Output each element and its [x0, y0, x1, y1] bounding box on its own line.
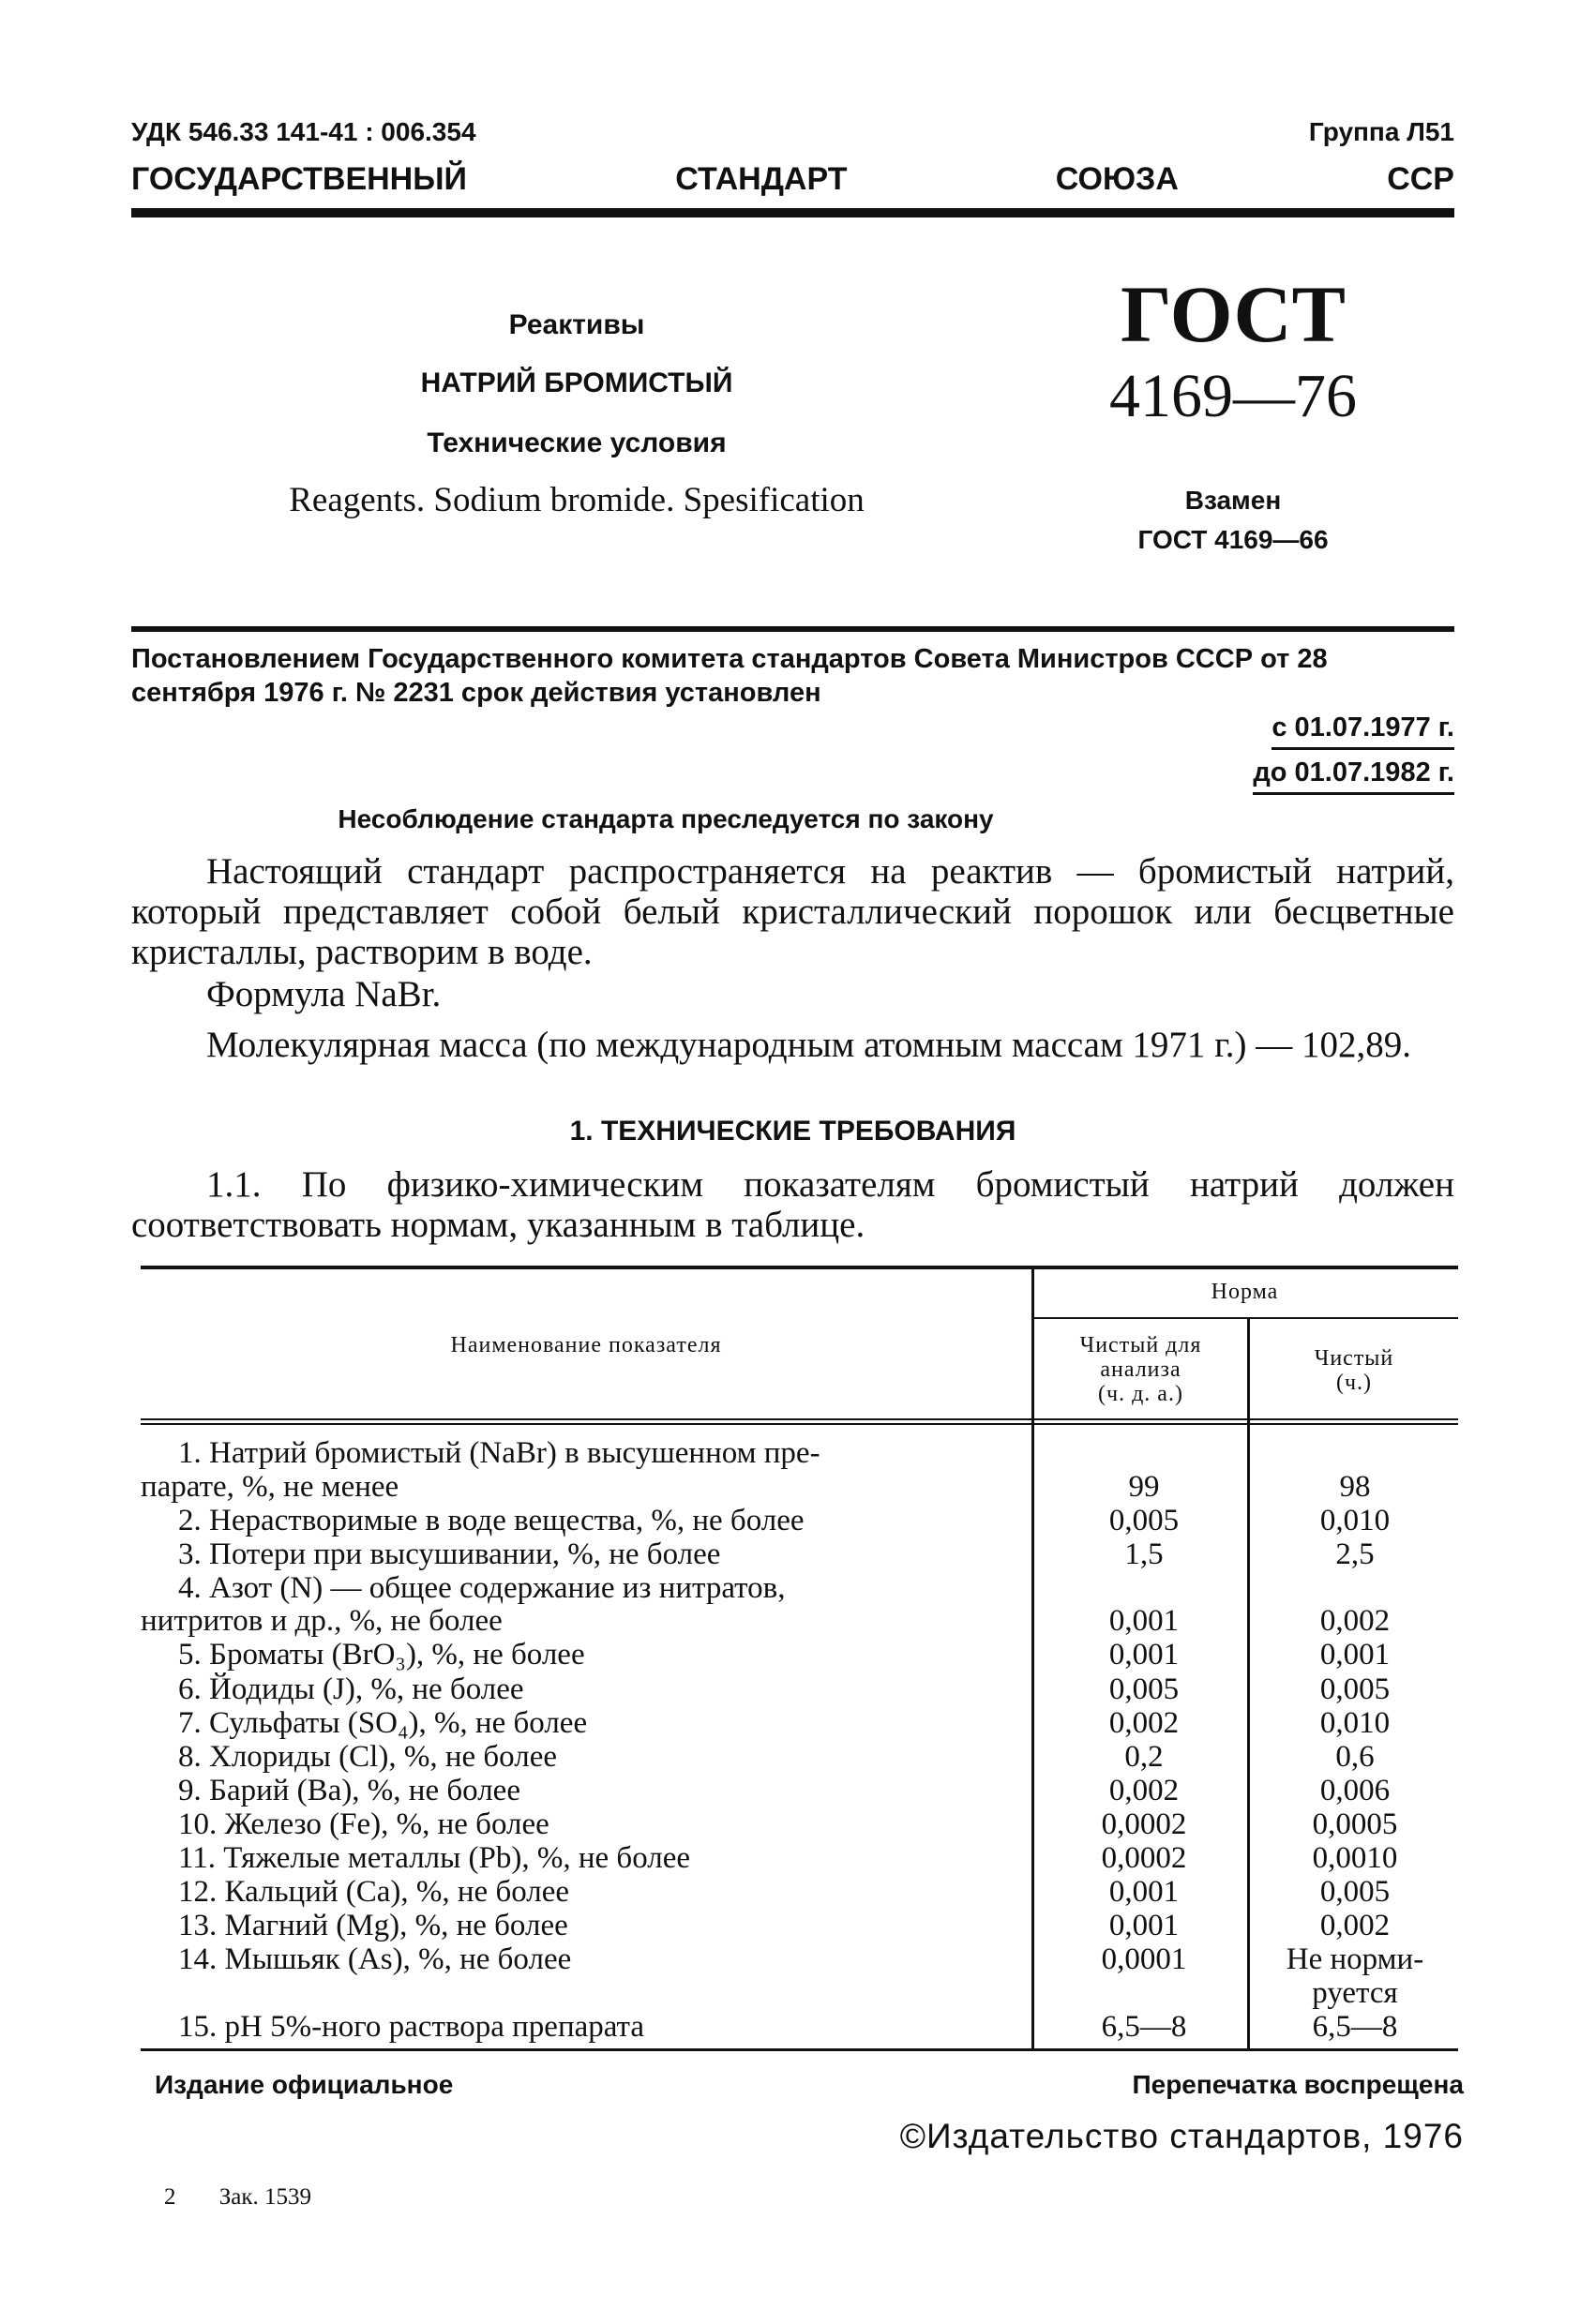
- indicator-name: 2. Нерастворимые в воде вещества, %, не более: [178, 1503, 805, 1537]
- value-pure: 0,005: [1319, 1875, 1391, 1910]
- indicator-name: 6. Йодиды (J), %, не более: [178, 1672, 524, 1706]
- table-row-values: [141, 1706, 1458, 1740]
- noncompliance-notice: Несоблюдение стандарта преследуется по закону: [338, 804, 994, 833]
- table-row-values: [141, 1504, 1458, 1537]
- page-number: 2: [164, 2184, 176, 2210]
- value-pure: 0,0005: [1312, 1807, 1398, 1841]
- value-pure: 0,001: [1319, 1638, 1391, 1672]
- indicator-name: 5. Броматы (BrO₃), %, не более: [178, 1638, 585, 1672]
- value-pure: 0,002: [1319, 1909, 1391, 1943]
- table-row-values: [141, 1672, 1458, 1706]
- category: Реактивы: [508, 309, 645, 340]
- value-pure: 0,0010: [1312, 1841, 1398, 1875]
- indicator-name: парате, %, не менее: [141, 1469, 399, 1504]
- state-word: СОЮЗА: [1055, 161, 1179, 197]
- value-pure: 6,5—8: [1312, 2009, 1398, 2044]
- decree-rule: [131, 626, 1454, 632]
- value-pure-analysis: 0,0001: [1101, 1942, 1187, 1977]
- value-pure-analysis: 99: [1128, 1469, 1160, 1504]
- value-pure-analysis: 0,001: [1108, 1909, 1180, 1943]
- gost-label: ГОСТ: [1121, 269, 1346, 359]
- pure-header: Чистый (ч.): [1314, 1346, 1394, 1395]
- value-pure-analysis: 0,001: [1108, 1638, 1180, 1672]
- table-row-values: [141, 1470, 1458, 1504]
- decree-text: Постановлением Государственного комитета стандартов Совета Министров СССР от 28 сентября 1976 г. № 2231 срок действия установлен: [131, 644, 1328, 708]
- value-pure: руется: [1312, 1975, 1398, 2010]
- product-name: НАТРИЙ БРОМИСТЫЙ: [420, 367, 733, 398]
- header-rule-b: [141, 1423, 1458, 1425]
- norm-header: Норма: [1211, 1280, 1279, 1304]
- value-pure: 0,005: [1319, 1672, 1391, 1706]
- table-row-values: [141, 1604, 1458, 1638]
- mass-paragraph: Молекулярная масса (по международным атомным массам 1971 г.) — 102,89.: [206, 1025, 1412, 1065]
- value-pure-analysis: 0,0002: [1101, 1841, 1187, 1875]
- formula-paragraph: Формула NaBr.: [206, 974, 442, 1014]
- table-top-rule: [141, 1266, 1458, 1269]
- indicator-name: 9. Барий (Ba), %, не более: [178, 1773, 520, 1807]
- value-pure-analysis: 6,5—8: [1101, 2009, 1187, 2044]
- order-number: Зак. 1539: [218, 2184, 312, 2210]
- value-pure: 2,5: [1335, 1537, 1375, 1571]
- table-row-values: [141, 1942, 1458, 2010]
- indicator-name: 7. Сульфаты (SO₄), %, не более: [178, 1705, 588, 1740]
- gost-number: 4169—76: [1109, 362, 1357, 430]
- intro-paragraph: Настоящий стандарт распространяется на реактив — бромистый натрий, который представляет собой белый кристаллический порошок или бесцветные кристаллы, растворим в воде.: [131, 851, 1454, 972]
- valid-from: с 01.07.1977 г.: [1271, 712, 1454, 750]
- udc-code: УДК 546.33 141-41 : 006.354: [131, 117, 476, 146]
- value-pure-analysis: 0,005: [1108, 1503, 1180, 1537]
- indicator-name: 8. Хлориды (Cl), %, не более: [178, 1739, 557, 1774]
- reprint-prohibited: Перепечатка воспрещена: [1132, 2070, 1464, 2099]
- indicator-name: 15. pH 5%-ного раствора препарата: [178, 2009, 645, 2044]
- pure-analysis-header: Чистый для анализа (ч. д. а.): [1079, 1333, 1202, 1406]
- table-bottom-rule: [141, 2048, 1458, 2051]
- indicator-name: 4. Азот (N) — общее содержание из нитратов,: [178, 1570, 786, 1605]
- spec-title: Технические условия: [427, 427, 727, 458]
- table-row-values: [141, 1909, 1458, 1942]
- indicator-name: 14. Мышьяк (As), %, не более: [178, 1942, 572, 1977]
- indicator-name: 12. Кальций (Ca), %, не более: [178, 1875, 570, 1910]
- value-pure: Не норми-: [1286, 1942, 1424, 1977]
- header-rule-a: [141, 1418, 1458, 1420]
- value-pure: 0,006: [1319, 1773, 1391, 1807]
- value-pure-analysis: 0,005: [1108, 1672, 1180, 1706]
- replaces-standard: ГОСТ 4169—66: [1137, 525, 1329, 554]
- value-pure-analysis: 0,002: [1108, 1773, 1180, 1807]
- print-info: [164, 2184, 311, 2211]
- value-pure-analysis: 1,5: [1124, 1537, 1164, 1571]
- english-title: Reagents. Sodium bromide. Spesification: [289, 481, 865, 519]
- table-row-values: [141, 1774, 1458, 1807]
- value-pure-analysis: 0,2: [1124, 1739, 1164, 1774]
- value-pure-analysis: 0,002: [1108, 1705, 1180, 1740]
- value-pure: 0,6: [1335, 1739, 1375, 1774]
- header-rule: [131, 208, 1454, 217]
- state-word: ГОСУДАРСТВЕННЫЙ: [131, 161, 467, 197]
- value-pure-analysis: 0,001: [1108, 1875, 1180, 1910]
- official-edition: Издание официальное: [155, 2070, 454, 2099]
- value-pure: 98: [1339, 1469, 1371, 1504]
- value-pure: 0,010: [1319, 1503, 1391, 1537]
- indicator-name: 1. Натрий бромистый (NaBr) в высушенном пре-: [178, 1436, 820, 1470]
- indicator-name: 11. Тяжелые металлы (Pb), %, не более: [178, 1841, 691, 1875]
- table-row-values: [141, 1875, 1458, 1909]
- norm-rule: [1031, 1317, 1458, 1319]
- value-pure: 0,002: [1319, 1604, 1391, 1639]
- value-pure-analysis: 0,0002: [1101, 1807, 1187, 1841]
- table-row-values: [141, 1841, 1458, 1875]
- state-standard-heading: [131, 161, 1454, 198]
- indicator-name: нитритов и др., %, не более: [141, 1604, 503, 1639]
- table-row-values: [141, 1807, 1458, 1841]
- value-pure: 0,010: [1319, 1705, 1391, 1740]
- indicator-name: 10. Железо (Fe), %, не более: [178, 1807, 549, 1841]
- copyright: ©Издательство стандартов, 1976: [899, 2117, 1464, 2155]
- table-row-values: [141, 2010, 1458, 2044]
- group-code: Группа Л51: [1308, 117, 1454, 146]
- requirements-table: [141, 1266, 1458, 2053]
- table-row-values: [141, 1740, 1458, 1774]
- state-word: СТАНДАРТ: [675, 161, 848, 197]
- valid-to: до 01.07.1982 г.: [1253, 757, 1454, 795]
- column-name-header: Наименование показателя: [450, 1333, 722, 1357]
- table-row-values: [141, 1638, 1458, 1672]
- value-pure-analysis: 0,001: [1108, 1604, 1180, 1639]
- table-row-values: [141, 1537, 1458, 1571]
- indicator-name: 3. Потери при высушивании, %, не более: [178, 1537, 721, 1571]
- clause-paragraph: 1.1. По физико-химическим показателям бромистый натрий должен соответствовать нормам, указанным в таблице.: [131, 1164, 1454, 1245]
- section-title: 1. ТЕХНИЧЕСКИЕ ТРЕБОВАНИЯ: [569, 1116, 1016, 1147]
- table-row: [141, 1436, 1458, 1470]
- replaces-label: Взамен: [1184, 486, 1282, 515]
- state-word: ССР: [1387, 161, 1454, 197]
- table-row: [141, 1571, 1458, 1605]
- indicator-name: 13. Магний (Mg), %, не более: [178, 1909, 568, 1943]
